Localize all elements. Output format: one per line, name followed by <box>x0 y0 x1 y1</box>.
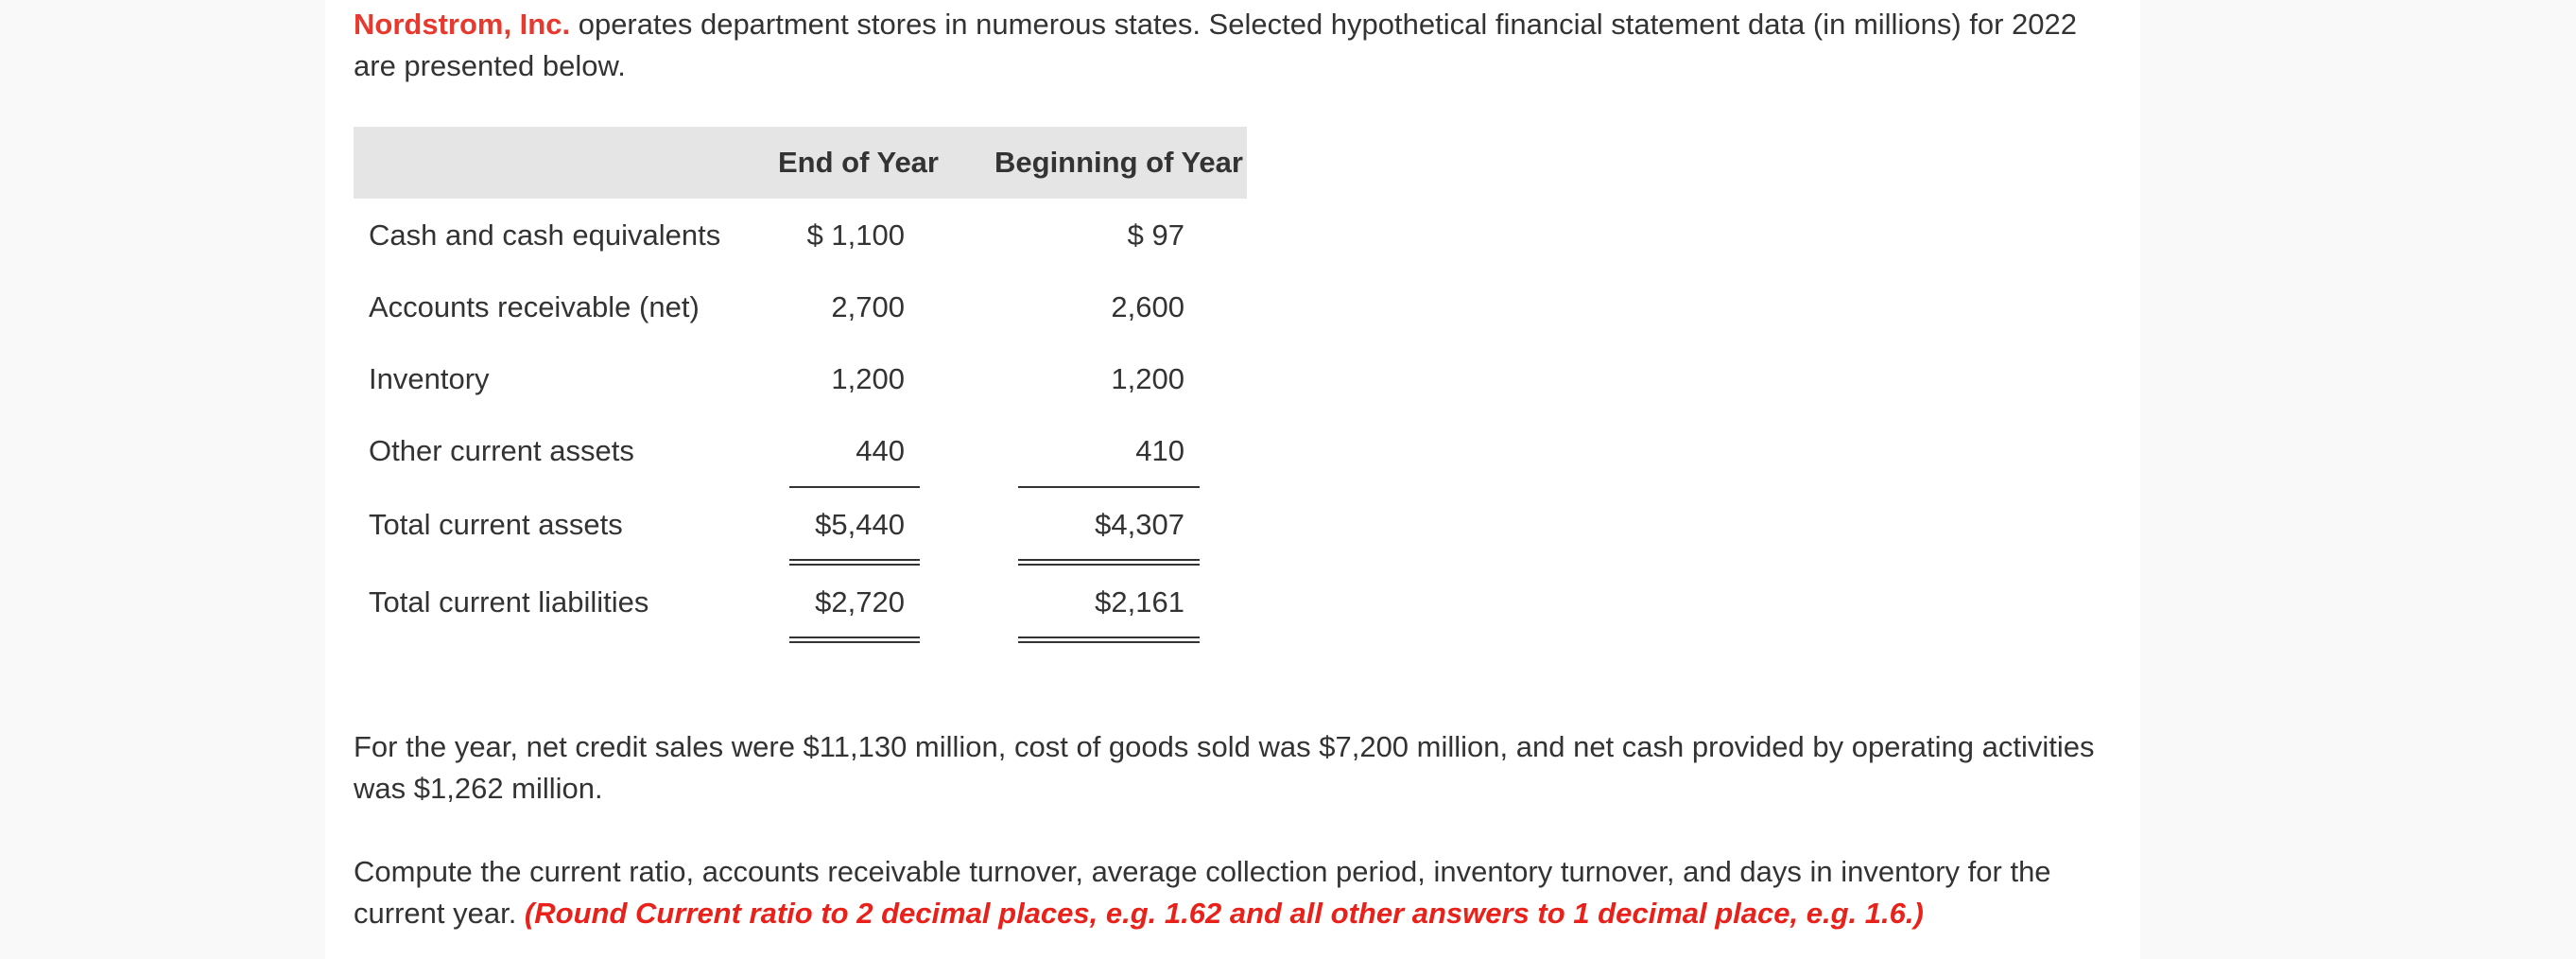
task-paragraph <box>354 851 2121 934</box>
header-end-of-year: End of Year <box>778 146 939 179</box>
subtotal-rule-beginning <box>1018 486 1200 488</box>
intro-paragraph <box>354 4 2121 87</box>
sales-paragraph: For the year, net credit sales were $11,130 million, cost of goods sold was $7,200 million, and net cash provided by operating activities was $1,262 million. <box>354 730 2095 805</box>
cell-cash-end: $ 1,100 <box>806 218 905 252</box>
row-label-total-current-liabilities: Total current liabilities <box>369 585 649 619</box>
cell-accounts-receivable-beginning: 2,600 <box>1111 290 1184 323</box>
subtotal-rule-end <box>789 486 920 488</box>
cell-total-current-assets-end: $5,440 <box>815 508 905 541</box>
cell-inventory-end: 1,200 <box>831 362 905 395</box>
row-label-inventory: Inventory <box>369 362 490 395</box>
total-liabilities-double-rule-end <box>789 636 920 643</box>
cell-inventory-beginning: 1,200 <box>1111 362 1184 395</box>
cell-accounts-receivable-end: 2,700 <box>831 290 905 323</box>
row-label-total-current-assets: Total current assets <box>369 508 623 541</box>
cell-total-current-liabilities-end: $2,720 <box>815 585 905 619</box>
rounding-instruction: (Round Current ratio to 2 decimal places, e.g. 1.62 and all other answers to 1 decimal place, e.g. 1.6.) <box>524 897 1924 930</box>
cell-total-current-assets-beginning: $4,307 <box>1095 508 1184 541</box>
intro-text: operates department stores in numerous states. Selected hypothetical financial statement data (in millions) for 2022 are presented below. <box>354 8 2078 82</box>
cell-other-current-assets-end: 440 <box>856 434 905 467</box>
total-assets-double-rule-beginning <box>1018 559 1200 566</box>
total-assets-double-rule-end <box>789 559 920 566</box>
cell-cash-beginning: $ 97 <box>1127 218 1184 252</box>
company-name: Nordstrom, Inc. <box>354 8 571 41</box>
cell-total-current-liabilities-beginning: $2,161 <box>1095 585 1184 619</box>
task-text: Compute the current ratio, accounts receivable turnover, average collection period, inventory turnover, and days in inventory for the current year. <box>354 855 2051 930</box>
row-label-accounts-receivable: Accounts receivable (net) <box>369 290 700 323</box>
cell-other-current-assets-beginning: 410 <box>1135 434 1184 467</box>
row-label-other-current-assets: Other current assets <box>369 434 634 467</box>
row-label-cash: Cash and cash equivalents <box>369 218 721 252</box>
header-beginning-of-year: Beginning of Year <box>994 146 1243 179</box>
total-liabilities-double-rule-beginning <box>1018 636 1200 643</box>
